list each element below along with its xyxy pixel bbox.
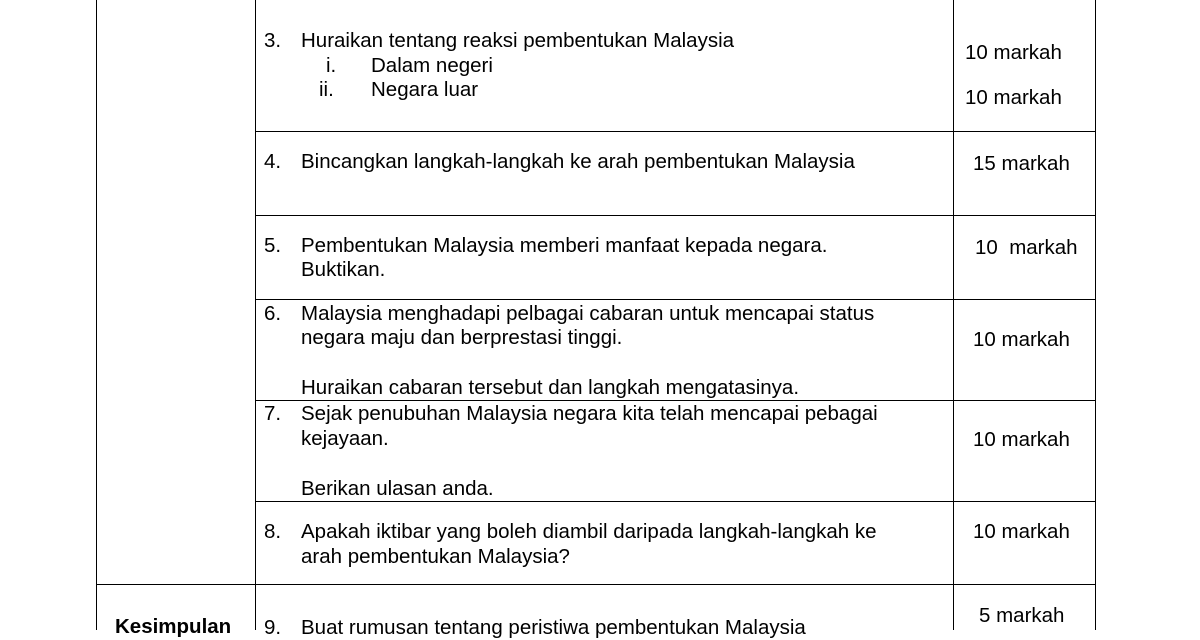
row-divider [255, 215, 1096, 216]
question-number: 6. [264, 302, 282, 325]
question-text: Huraikan tentang reaksi pembentukan Malaysia [301, 29, 735, 52]
question-number: 3. [264, 29, 282, 52]
table-divider-marks [953, 0, 954, 630]
question-text: Bincangkan langkah-langkah ke arah pembentukan Malaysia [301, 150, 855, 173]
marks-value: 10 markah [973, 328, 1070, 351]
question-text-line: Sejak penubuhan Malaysia negara kita telah mencapai pebagai [301, 402, 878, 425]
question-instruction: Berikan ulasan anda. [301, 477, 494, 500]
question-number: 9. [264, 616, 282, 639]
marks-value: 10 markah [975, 236, 1078, 259]
question-number: 4. [264, 150, 282, 173]
row-divider [255, 501, 1096, 502]
sub-item-number: i. [326, 54, 337, 77]
question-instruction: Huraikan cabaran tersebut dan langkah mengatasinya. [301, 376, 800, 399]
question-text-line: kejayaan. [301, 427, 389, 450]
question-number: 7. [264, 402, 282, 425]
row-divider [255, 400, 1096, 401]
question-text-line: arah pembentukan Malaysia? [301, 545, 570, 568]
question-text-line: Malaysia menghadapi pelbagai cabaran untuk mencapai status [301, 302, 875, 325]
row-divider [96, 584, 1096, 585]
marks-value: 10 markah [973, 428, 1070, 451]
question-text-line: Buktikan. [301, 258, 386, 281]
question-text-line: negara maju dan berprestasi tinggi. [301, 326, 623, 349]
marks-value: 10 markah [973, 520, 1070, 543]
marks-value: 10 markah [965, 41, 1062, 64]
sub-item-text: Negara luar [371, 78, 479, 101]
question-number: 8. [264, 520, 282, 543]
question-text-line: Pembentukan Malaysia memberi manfaat kepada negara. [301, 234, 828, 257]
question-text-line: Apakah iktibar yang boleh diambil daripada langkah-langkah ke [301, 520, 877, 543]
section-label-conclusion: Kesimpulan [115, 615, 232, 638]
marks-value: 5 markah [979, 604, 1065, 627]
table-border-right [1095, 0, 1096, 630]
table-divider-section [255, 0, 256, 630]
sub-item-number: ii. [319, 78, 334, 101]
row-divider [255, 299, 1096, 300]
table-border-left [96, 0, 97, 630]
question-number: 5. [264, 234, 282, 257]
marks-value: 15 markah [973, 152, 1070, 175]
sub-item-text: Dalam negeri [371, 54, 493, 77]
row-divider [255, 131, 1096, 132]
question-text: Buat rumusan tentang peristiwa pembentukan Malaysia [301, 616, 806, 639]
marks-value: 10 markah [965, 86, 1062, 109]
